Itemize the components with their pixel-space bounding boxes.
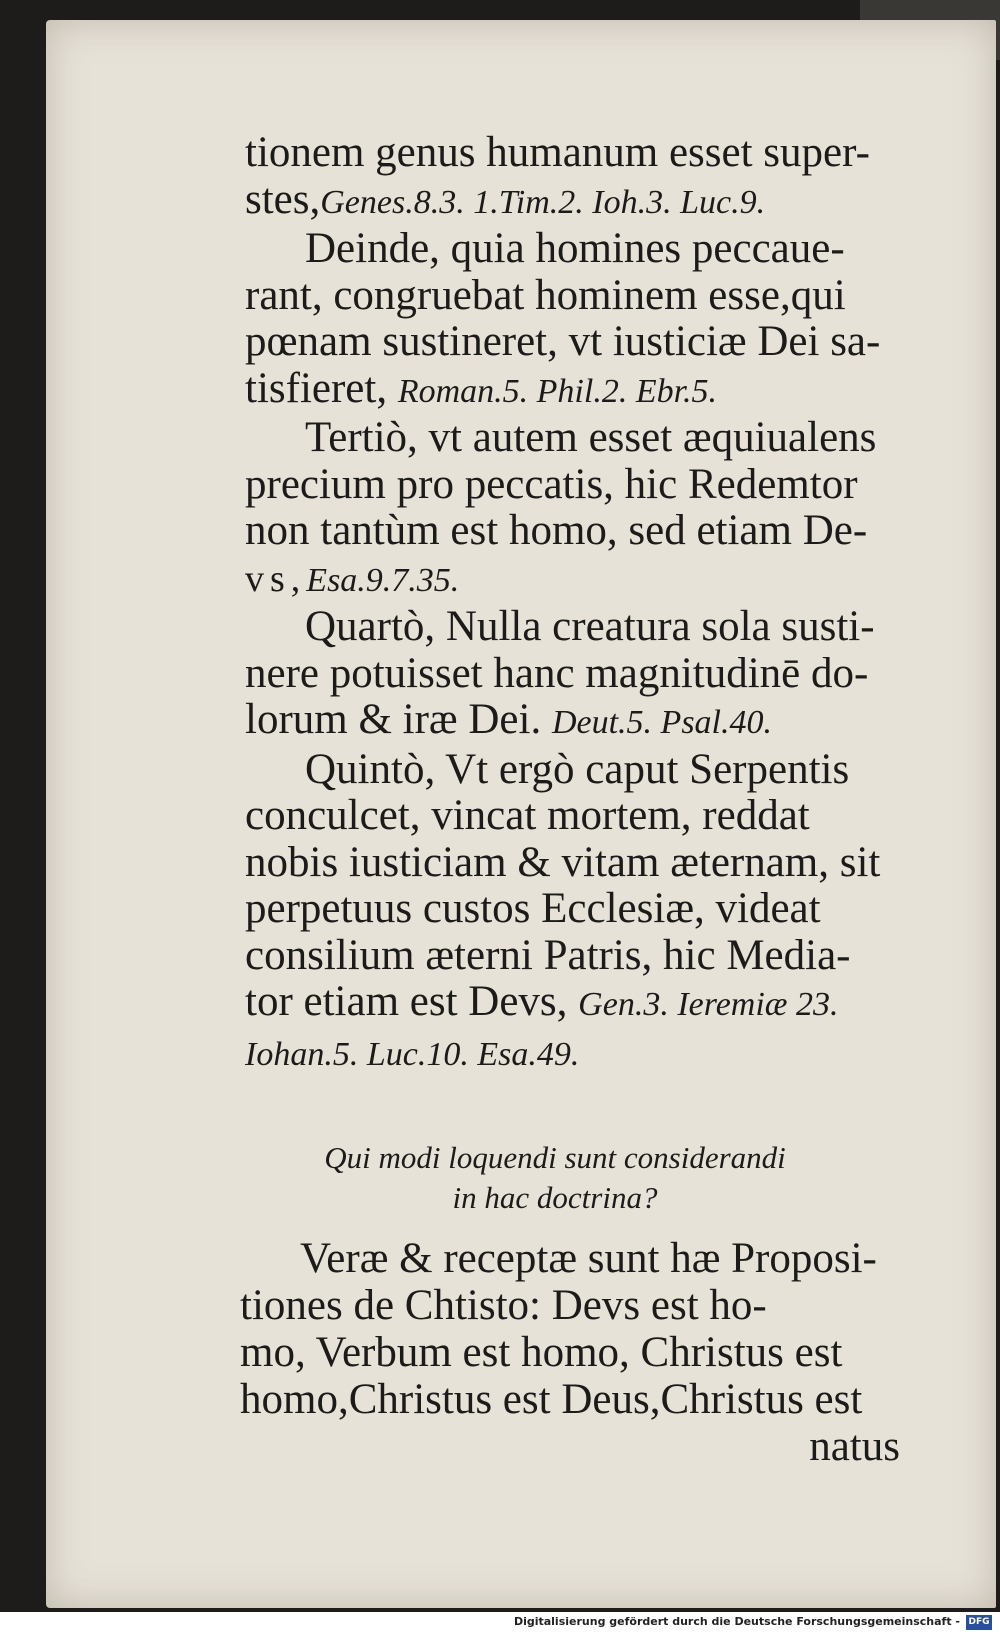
text-line: conculcet, vincat mortem, reddat — [245, 792, 810, 839]
text-line: Quintò, Vt ergò caput Serpentis — [305, 745, 850, 793]
section-question — [245, 1138, 865, 1218]
scripture-reference: Deut.5. Psal.40. — [551, 704, 772, 741]
text-line: tionem genus humanum esset super- — [245, 129, 870, 176]
text-line: consilium æterni Patris, hic Media- — [245, 931, 851, 979]
funding-credit: Digitalisierung gefördert durch die Deutsche Forschungsgemeinschaft - — [513, 1615, 960, 1628]
text-line: lorum & iræ Dei. Deut.5. Psal.40. — [245, 696, 772, 743]
digitization-footer — [0, 1612, 1000, 1635]
text-line: Veræ & receptæ sunt hæ Proposi- — [300, 1235, 877, 1282]
text-line: Tertiò, vt autem esset æquiualens — [305, 414, 877, 461]
text-line: nere potuisset hanc magnitudinē do- — [245, 649, 869, 697]
text-line: rant, congruebat hominem esse,qui — [245, 271, 846, 319]
catchword: natus — [809, 1423, 900, 1470]
text-line: mo, Verbum est homo, Christus est — [240, 1329, 843, 1376]
text-line: tisfieret, Roman.5. Phil.2. Ebr.5. — [245, 364, 718, 412]
scripture-reference: Gen.3. Ieremiæ 23. — [578, 986, 839, 1023]
question-line: Qui modi loquendi sunt considerandi — [324, 1140, 786, 1175]
text-line: nobis iusticiam & vitam æternam, sit — [245, 838, 881, 886]
text-line — [245, 1029, 925, 1079]
text-line: precium pro peccatis, hic Redemtor — [245, 460, 858, 508]
question-line: in hac doctrina? — [452, 1180, 658, 1215]
answer-text — [240, 1235, 920, 1470]
scripture-reference: Esa.9.7.35. — [306, 561, 460, 599]
body-text — [245, 130, 925, 1078]
text-line: Deinde, quia homines peccaue- — [305, 225, 845, 272]
text-line: perpetuus custos Ecclesiæ, videat — [245, 885, 821, 932]
text-line: tor etiam est Devs, Gen.3. Ieremiæ 23. — [245, 978, 839, 1025]
text-line: homo,Christus est Deus,Christus est — [240, 1376, 863, 1423]
text-line: vs,Esa.9.7.35. — [245, 557, 460, 600]
text-line: stes,Genes.8.3. 1.Tim.2. Ioh.3. Luc.9. — [245, 175, 766, 223]
scripture-reference: Genes.8.3. 1.Tim.2. Ioh.3. Luc.9. — [320, 183, 766, 221]
text-line: tiones de Chtisto: Devs est ho- — [240, 1282, 767, 1329]
dfg-logo: DFG — [966, 1615, 992, 1630]
scripture-reference: Roman.5. Phil.2. Ebr.5. — [397, 372, 718, 410]
text-line: pœnam sustineret, vt iusticiæ Dei sa- — [245, 318, 881, 365]
text-line: Quartò, Nulla creatura sola susti- — [305, 603, 875, 650]
text-line: non tantùm est homo, sed etiam De- — [245, 507, 868, 554]
scripture-reference: Iohan.5. Luc.10. Esa.49. — [245, 1035, 580, 1073]
